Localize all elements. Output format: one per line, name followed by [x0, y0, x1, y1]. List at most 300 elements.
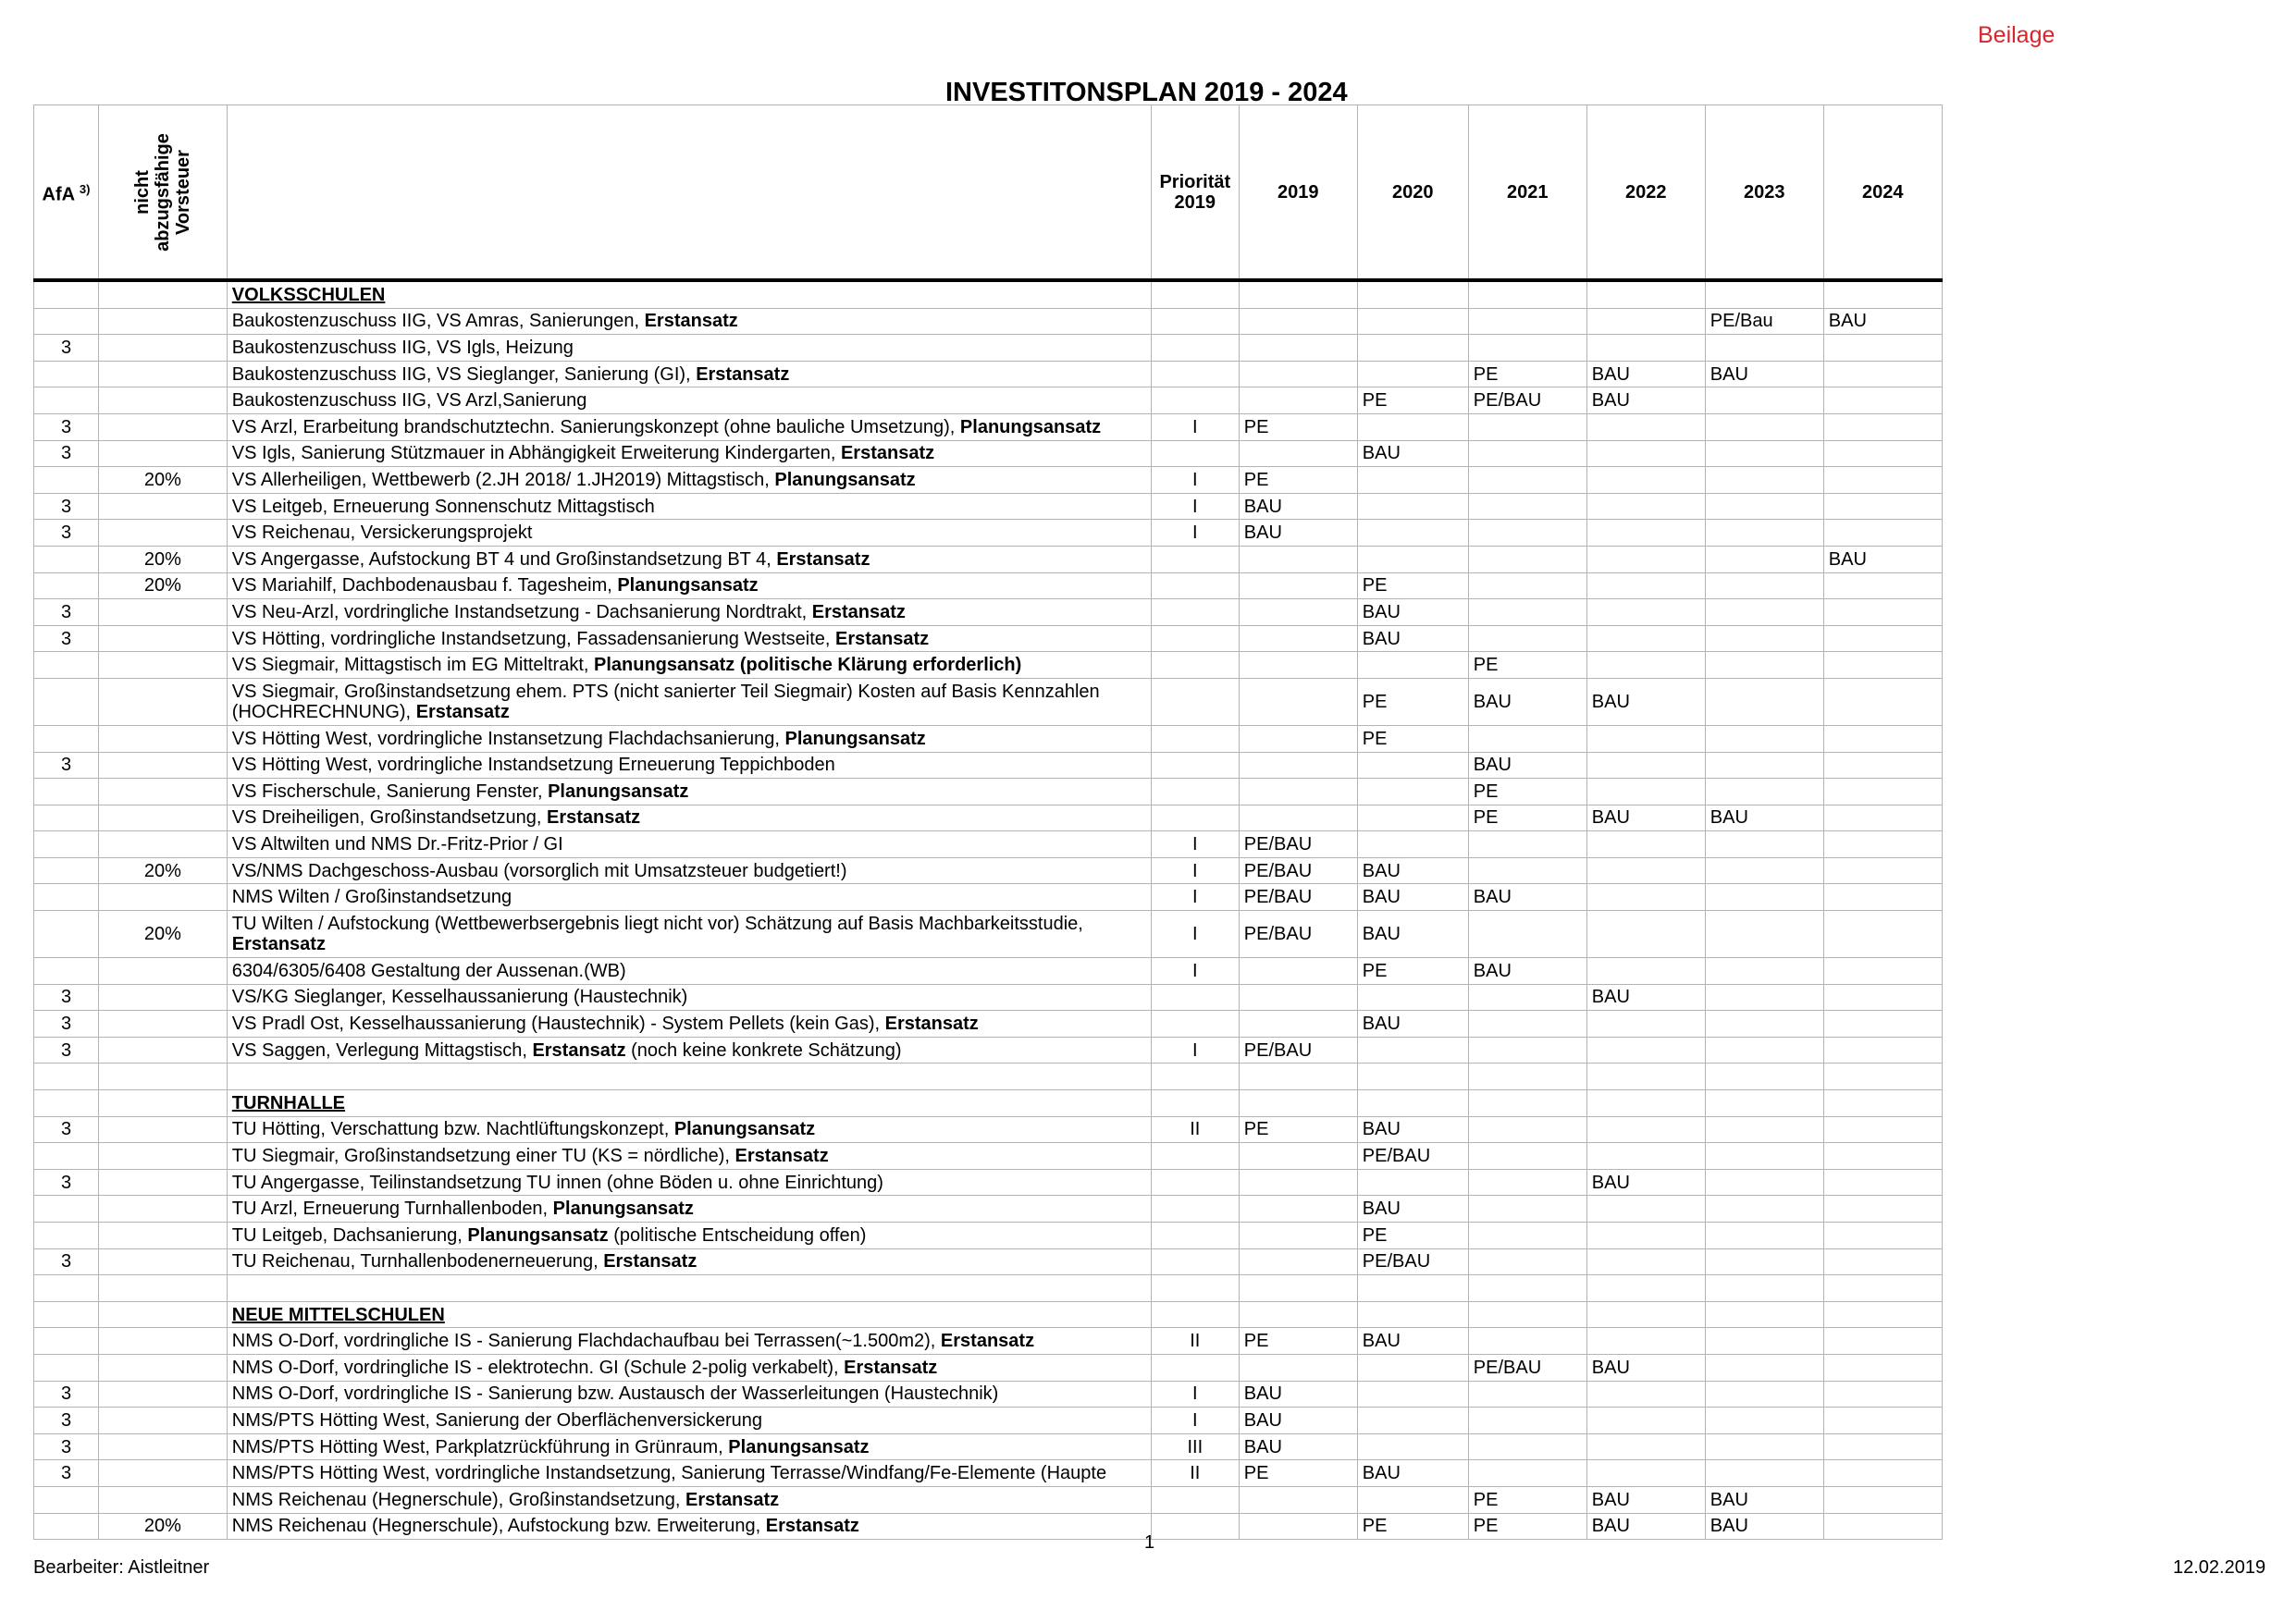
priority-cell [1151, 984, 1239, 1011]
year-cell-2022 [1586, 625, 1705, 652]
year-cell-2022 [1586, 911, 1705, 958]
year-cell-2021 [1468, 984, 1586, 1011]
year-cell-2019 [1239, 779, 1357, 805]
vorsteuer-cell [99, 884, 228, 911]
year-cell-2024 [1823, 831, 1942, 858]
vorsteuer-cell: 20% [99, 857, 228, 884]
header-description [227, 105, 1151, 281]
table-row [34, 280, 1943, 308]
description-emphasis: Planungsansatz [774, 469, 916, 490]
priority-cell [1151, 1301, 1239, 1328]
year-cell-2024 [1823, 1328, 1942, 1355]
description-cell [227, 857, 1151, 884]
year-cell-2021 [1468, 1090, 1586, 1117]
description-cell [227, 1011, 1151, 1038]
priority-cell [1151, 1011, 1239, 1038]
year-cell-2023 [1705, 678, 1823, 725]
vorsteuer-cell [99, 1116, 228, 1143]
description-emphasis: Erstansatz [940, 1331, 1035, 1352]
description-emphasis: Erstansatz [532, 1039, 626, 1061]
header-2022: 2022 [1586, 105, 1705, 281]
year-cell-2020: PE [1357, 1513, 1468, 1540]
year-cell-2022 [1586, 1223, 1705, 1249]
year-cell-2023 [1705, 1143, 1823, 1170]
year-cell-2020: BAU [1357, 1196, 1468, 1223]
date-label: 12.02.2019 [2173, 1557, 2266, 1578]
year-cell-2020 [1357, 520, 1468, 547]
year-cell-2024 [1823, 652, 1942, 679]
description-cell [227, 1196, 1151, 1223]
year-cell-2020: BAU [1357, 911, 1468, 958]
year-cell-2020: BAU [1357, 625, 1468, 652]
description-cell [227, 599, 1151, 626]
header-vorsteuer: nicht abzugsfähige Vorsteuer [99, 105, 228, 281]
year-cell-2019 [1239, 1354, 1357, 1381]
description-emphasis: Erstansatz [685, 1489, 780, 1510]
attachment-label: Beilage [1978, 22, 2055, 48]
description-emphasis: Erstansatz [415, 701, 510, 722]
table-row [34, 1196, 1943, 1223]
investment-table [33, 105, 1943, 1540]
year-cell-2019 [1239, 1248, 1357, 1275]
year-cell-2020 [1357, 652, 1468, 679]
table-row [34, 1328, 1943, 1355]
table-row [34, 387, 1943, 414]
description-cell [227, 779, 1151, 805]
year-cell-2020 [1357, 335, 1468, 362]
year-cell-2024 [1823, 805, 1942, 831]
year-cell-2022 [1586, 599, 1705, 626]
year-cell-2020: PE [1357, 572, 1468, 599]
year-cell-2020: PE/BAU [1357, 1248, 1468, 1275]
year-cell-2022 [1586, 1408, 1705, 1434]
year-cell-2022 [1586, 1196, 1705, 1223]
description-text: VS Altwilten und NMS Dr.-Fritz-Prior / GI [231, 834, 563, 855]
year-cell-2019 [1239, 805, 1357, 831]
afa-cell [34, 725, 99, 752]
description-emphasis: Erstansatz [840, 443, 935, 464]
year-cell-2023 [1705, 958, 1823, 985]
description-text: TURNHALLE [231, 1092, 346, 1113]
table-row [34, 572, 1943, 599]
table-row [34, 1223, 1943, 1249]
year-cell-2019: PE/BAU [1239, 911, 1357, 958]
year-cell-2021: PE [1468, 779, 1586, 805]
year-cell-2020: BAU [1357, 440, 1468, 467]
year-cell-2021: PE [1468, 1486, 1586, 1513]
vorsteuer-cell [99, 958, 228, 985]
description-cell [227, 1381, 1151, 1408]
description-cell [227, 984, 1151, 1011]
table-row [34, 831, 1943, 858]
year-cell-2021 [1468, 493, 1586, 520]
priority-cell [1151, 546, 1239, 572]
year-cell-2023 [1705, 1064, 1823, 1090]
year-cell-2021 [1468, 1408, 1586, 1434]
year-cell-2024 [1823, 1223, 1942, 1249]
year-cell-2021 [1468, 1143, 1586, 1170]
vorsteuer-cell [99, 335, 228, 362]
table-row [34, 413, 1943, 440]
priority-cell: I [1151, 831, 1239, 858]
year-cell-2019 [1239, 1301, 1357, 1328]
year-cell-2023 [1705, 387, 1823, 414]
afa-cell [34, 1064, 99, 1090]
table-row [34, 1169, 1943, 1196]
year-cell-2024 [1823, 884, 1942, 911]
priority-cell [1151, 652, 1239, 679]
header-priority: Priorität 2019 [1151, 105, 1239, 281]
year-cell-2021 [1468, 625, 1586, 652]
vorsteuer-cell [99, 725, 228, 752]
table-row [34, 1381, 1943, 1408]
year-cell-2022 [1586, 857, 1705, 884]
description-emphasis: Erstansatz [696, 363, 790, 385]
year-cell-2021 [1468, 911, 1586, 958]
year-cell-2024: BAU [1823, 546, 1942, 572]
description-cell [227, 1275, 1151, 1302]
year-cell-2023 [1705, 752, 1823, 779]
year-cell-2020 [1357, 984, 1468, 1011]
year-cell-2022 [1586, 335, 1705, 362]
table-row [34, 725, 1943, 752]
year-cell-2019 [1239, 725, 1357, 752]
priority-cell: III [1151, 1433, 1239, 1460]
afa-cell: 3 [34, 440, 99, 467]
description-cell [227, 520, 1151, 547]
year-cell-2023 [1705, 652, 1823, 679]
year-cell-2022 [1586, 467, 1705, 494]
year-cell-2023 [1705, 413, 1823, 440]
year-cell-2019 [1239, 1143, 1357, 1170]
year-cell-2023: PE/Bau [1705, 308, 1823, 335]
description-text: VS Angergasse, Aufstockung BT 4 und Großinstandsetzung BT 4, [231, 548, 777, 570]
vorsteuer-cell [99, 805, 228, 831]
year-cell-2020 [1357, 752, 1468, 779]
year-cell-2019: PE [1239, 413, 1357, 440]
year-cell-2019 [1239, 335, 1357, 362]
year-cell-2021 [1468, 857, 1586, 884]
afa-cell [34, 361, 99, 387]
description-cell [227, 884, 1151, 911]
year-cell-2020: BAU [1357, 1011, 1468, 1038]
year-cell-2023 [1705, 911, 1823, 958]
description-cell [227, 1143, 1151, 1170]
table-row [34, 335, 1943, 362]
table-row [34, 1116, 1943, 1143]
year-cell-2024 [1823, 413, 1942, 440]
year-cell-2022: BAU [1586, 387, 1705, 414]
description-emphasis: Planungsansatz [728, 1436, 870, 1457]
priority-cell: I [1151, 857, 1239, 884]
description-emphasis: Erstansatz [734, 1146, 829, 1167]
year-cell-2019: PE [1239, 1328, 1357, 1355]
year-cell-2022 [1586, 546, 1705, 572]
year-cell-2020: BAU [1357, 1460, 1468, 1487]
description-suffix: (politische Entscheidung offen) [608, 1224, 867, 1246]
year-cell-2024 [1823, 1116, 1942, 1143]
year-cell-2019: PE [1239, 1116, 1357, 1143]
year-cell-2020 [1357, 361, 1468, 387]
afa-cell [34, 1275, 99, 1302]
year-cell-2024 [1823, 280, 1942, 308]
afa-cell: 3 [34, 1381, 99, 1408]
year-cell-2022 [1586, 308, 1705, 335]
table-row [34, 1433, 1943, 1460]
priority-cell [1151, 625, 1239, 652]
year-cell-2020 [1357, 1064, 1468, 1090]
priority-cell [1151, 1169, 1239, 1196]
description-text: VS Reichenau, Versickerungsprojekt [231, 523, 533, 544]
year-cell-2021 [1468, 1301, 1586, 1328]
year-cell-2021 [1468, 1328, 1586, 1355]
description-cell [227, 1169, 1151, 1196]
year-cell-2019: BAU [1239, 520, 1357, 547]
vorsteuer-cell [99, 1090, 228, 1117]
afa-cell: 3 [34, 520, 99, 547]
description-cell [227, 387, 1151, 414]
description-emphasis: Erstansatz [644, 311, 738, 332]
vorsteuer-cell [99, 1143, 228, 1170]
year-cell-2022 [1586, 1433, 1705, 1460]
year-cell-2020: PE [1357, 958, 1468, 985]
table-row [34, 546, 1943, 572]
afa-cell [34, 1301, 99, 1328]
description-text: VS Igls, Sanierung Stützmauer in Abhängigkeit Erweiterung Kindergarten, [231, 443, 841, 464]
afa-cell [34, 572, 99, 599]
year-cell-2021 [1468, 1275, 1586, 1302]
year-cell-2021: BAU [1468, 752, 1586, 779]
year-cell-2024 [1823, 1275, 1942, 1302]
vorsteuer-cell [99, 625, 228, 652]
year-cell-2022 [1586, 1301, 1705, 1328]
year-cell-2020 [1357, 1301, 1468, 1328]
year-cell-2023 [1705, 493, 1823, 520]
vorsteuer-cell [99, 652, 228, 679]
year-cell-2021 [1468, 1460, 1586, 1487]
year-cell-2021 [1468, 725, 1586, 752]
description-emphasis: Erstansatz [231, 934, 326, 955]
year-cell-2020 [1357, 413, 1468, 440]
afa-cell [34, 1328, 99, 1355]
description-text: 6304/6305/6408 Gestaltung der Aussenan.(WB) [231, 960, 626, 981]
year-cell-2024 [1823, 440, 1942, 467]
description-text: Baukostenzuschuss IIG, VS Amras, Sanierungen, [231, 311, 645, 332]
description-cell [227, 1248, 1151, 1275]
year-cell-2024 [1823, 467, 1942, 494]
year-cell-2019 [1239, 440, 1357, 467]
year-cell-2019: PE [1239, 1460, 1357, 1487]
year-cell-2021 [1468, 1196, 1586, 1223]
year-cell-2019 [1239, 1169, 1357, 1196]
description-emphasis: Planungsansatz [617, 575, 759, 596]
description-cell [227, 1223, 1151, 1249]
year-cell-2020: PE [1357, 678, 1468, 725]
year-cell-2023 [1705, 857, 1823, 884]
priority-cell: I [1151, 911, 1239, 958]
year-cell-2024 [1823, 572, 1942, 599]
description-text: Baukostenzuschuss IIG, VS Arzl,Sanierung [231, 390, 587, 412]
description-cell [227, 413, 1151, 440]
afa-cell: 3 [34, 984, 99, 1011]
description-emphasis: Planungsansatz [784, 728, 926, 749]
year-cell-2019 [1239, 308, 1357, 335]
year-cell-2019 [1239, 678, 1357, 725]
year-cell-2023 [1705, 625, 1823, 652]
vorsteuer-cell [99, 1223, 228, 1249]
table-row [34, 1301, 1943, 1328]
year-cell-2024 [1823, 1064, 1942, 1090]
description-cell [227, 1064, 1151, 1090]
description-cell [227, 280, 1151, 308]
year-cell-2021: BAU [1468, 958, 1586, 985]
description-cell [227, 1486, 1151, 1513]
afa-cell: 3 [34, 1116, 99, 1143]
year-cell-2022 [1586, 572, 1705, 599]
table-row [34, 467, 1943, 494]
year-cell-2020 [1357, 467, 1468, 494]
description-emphasis: Planungsansatz [467, 1224, 609, 1246]
year-cell-2024 [1823, 1513, 1942, 1540]
year-cell-2024 [1823, 1460, 1942, 1487]
vorsteuer-cell [99, 1354, 228, 1381]
vorsteuer-cell [99, 752, 228, 779]
year-cell-2020 [1357, 831, 1468, 858]
year-cell-2022 [1586, 1143, 1705, 1170]
description-suffix: (noch keine konkrete Schätzung) [625, 1039, 902, 1061]
priority-cell: I [1151, 1381, 1239, 1408]
year-cell-2021 [1468, 1064, 1586, 1090]
description-text: TU Reichenau, Turnhallenbodenerneuerung, [231, 1251, 604, 1273]
description-text: NMS Reichenau (Hegnerschule), Aufstockung bzw. Erweiterung, [231, 1516, 766, 1537]
year-cell-2022 [1586, 1064, 1705, 1090]
table-row [34, 520, 1943, 547]
year-cell-2021: BAU [1468, 678, 1586, 725]
year-cell-2021 [1468, 1381, 1586, 1408]
year-cell-2022 [1586, 1381, 1705, 1408]
header-2021: 2021 [1468, 105, 1586, 281]
year-cell-2021 [1468, 1116, 1586, 1143]
afa-cell [34, 387, 99, 414]
vorsteuer-cell [99, 1460, 228, 1487]
priority-cell [1151, 440, 1239, 467]
table-row [34, 857, 1943, 884]
year-cell-2023 [1705, 1408, 1823, 1434]
year-cell-2021: PE/BAU [1468, 387, 1586, 414]
description-text: TU Arzl, Erneuerung Turnhallenboden, [231, 1199, 553, 1220]
year-cell-2019 [1239, 387, 1357, 414]
description-text: VS Allerheiligen, Wettbewerb (2.JH 2018/ 1.JH2019) Mittagstisch, [231, 469, 775, 490]
afa-cell [34, 1196, 99, 1223]
description-cell [227, 1460, 1151, 1487]
year-cell-2019 [1239, 1196, 1357, 1223]
priority-cell [1151, 1486, 1239, 1513]
description-text: NMS O-Dorf, vordringliche IS - elektrotechn. GI (Schule 2-polig verkabelt), [231, 1357, 845, 1378]
afa-cell [34, 958, 99, 985]
year-cell-2020: PE/BAU [1357, 1143, 1468, 1170]
year-cell-2024 [1823, 361, 1942, 387]
priority-cell [1151, 361, 1239, 387]
description-emphasis: Erstansatz [776, 548, 870, 570]
vorsteuer-cell: 20% [99, 572, 228, 599]
year-cell-2020 [1357, 1408, 1468, 1434]
year-cell-2019 [1239, 546, 1357, 572]
priority-cell [1151, 308, 1239, 335]
description-cell [227, 572, 1151, 599]
description-text: TU Hötting, Verschattung bzw. Nachtlüftungskonzept, [231, 1119, 674, 1140]
year-cell-2019 [1239, 984, 1357, 1011]
vorsteuer-cell: 20% [99, 467, 228, 494]
description-text: VS Mariahilf, Dachbodenausbau f. Tagesheim, [231, 575, 618, 596]
description-emphasis: Erstansatz [765, 1516, 859, 1537]
year-cell-2022 [1586, 440, 1705, 467]
description-text: VS Hötting West, vordringliche Instansetzung Flachdachsanierung, [231, 728, 785, 749]
description-text: VS Hötting, vordringliche Instandsetzung, Fassadensanierung Westseite, [231, 628, 836, 649]
year-cell-2020 [1357, 493, 1468, 520]
year-cell-2019: BAU [1239, 1433, 1357, 1460]
table-row [34, 1064, 1943, 1090]
table-row [34, 1486, 1943, 1513]
table-row [34, 1090, 1943, 1117]
year-cell-2021 [1468, 1037, 1586, 1064]
year-cell-2022 [1586, 1460, 1705, 1487]
afa-cell [34, 831, 99, 858]
year-cell-2020: BAU [1357, 1116, 1468, 1143]
priority-cell [1151, 599, 1239, 626]
afa-cell [34, 308, 99, 335]
description-cell [227, 1433, 1151, 1460]
year-cell-2021 [1468, 1433, 1586, 1460]
header-2019: 2019 [1239, 105, 1357, 281]
editor-label: Bearbeiter: Aistleitner [33, 1557, 210, 1578]
description-text: VS Leitgeb, Erneuerung Sonnenschutz Mittagstisch [231, 496, 655, 517]
vorsteuer-cell [99, 1328, 228, 1355]
vorsteuer-cell [99, 678, 228, 725]
description-text: NMS/PTS Hötting West, Parkplatzrückführung in Grünraum, [231, 1436, 729, 1457]
table-row [34, 652, 1943, 679]
year-cell-2019 [1239, 1486, 1357, 1513]
table-row [34, 805, 1943, 831]
year-cell-2023 [1705, 1433, 1823, 1460]
vorsteuer-cell [99, 361, 228, 387]
priority-cell: I [1151, 884, 1239, 911]
vorsteuer-cell [99, 1381, 228, 1408]
year-cell-2019: BAU [1239, 493, 1357, 520]
description-text: TU Wilten / Aufstockung (Wettbewerbsergebnis liegt nicht vor) Schätzung auf Basis Machbarkeitsstudie, [231, 914, 1083, 935]
year-cell-2023 [1705, 1011, 1823, 1038]
year-cell-2023 [1705, 1275, 1823, 1302]
year-cell-2022 [1586, 1011, 1705, 1038]
year-cell-2019 [1239, 1011, 1357, 1038]
year-cell-2019 [1239, 1275, 1357, 1302]
year-cell-2023 [1705, 984, 1823, 1011]
year-cell-2020: BAU [1357, 857, 1468, 884]
vorsteuer-cell [99, 1408, 228, 1434]
year-cell-2019 [1239, 1090, 1357, 1117]
year-cell-2022: BAU [1586, 1169, 1705, 1196]
afa-cell [34, 911, 99, 958]
description-cell [227, 625, 1151, 652]
year-cell-2020 [1357, 280, 1468, 308]
afa-cell: 3 [34, 1408, 99, 1434]
description-emphasis: Erstansatz [844, 1357, 938, 1378]
vorsteuer-cell [99, 1011, 228, 1038]
year-cell-2024 [1823, 1301, 1942, 1328]
table-row [34, 440, 1943, 467]
year-cell-2023 [1705, 1301, 1823, 1328]
vorsteuer-cell [99, 1169, 228, 1196]
description-cell [227, 440, 1151, 467]
